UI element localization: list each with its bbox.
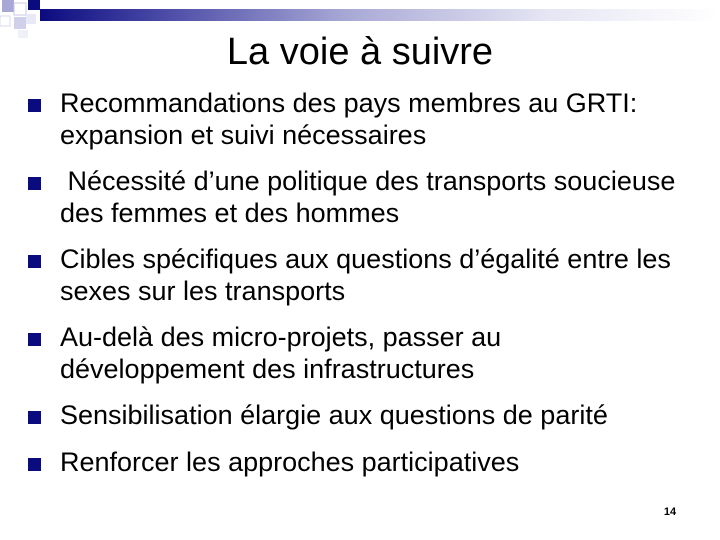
list-item xyxy=(28,322,678,385)
page-number: 14 xyxy=(663,506,677,518)
decorative-gradient-bar xyxy=(40,9,720,21)
list-item xyxy=(28,400,678,432)
square-bullet-icon xyxy=(28,99,41,112)
list-item xyxy=(28,447,678,479)
bullet-text: Sensibilisation élargie aux questions de parité xyxy=(60,400,608,430)
list-item xyxy=(28,88,678,151)
square-bullet-icon xyxy=(28,255,41,268)
square-bullet-icon xyxy=(28,333,41,346)
bullet-text: Au-delà des micro-projets, passer au développement des infrastructures xyxy=(60,322,502,384)
bullet-text: Recommandations des pays membres au GRTI: expansion et suivi nécessaires xyxy=(60,88,638,150)
square-bullet-icon xyxy=(28,177,41,190)
square-bullet-icon xyxy=(28,458,41,471)
list-item xyxy=(28,244,678,307)
bullet-text: Renforcer les approches participatives xyxy=(60,446,520,477)
slide-title: La voie à suivre xyxy=(226,31,494,73)
bullet-text: Nécessité d’une politique des transports soucieuse des femmes et des hommes xyxy=(60,166,683,228)
bullet-list xyxy=(28,88,683,493)
square-bullet-icon xyxy=(28,411,41,424)
bullet-text: Cibles spécifiques aux questions d’égalité entre les sexes sur les transports xyxy=(60,244,671,306)
list-item xyxy=(28,166,683,229)
